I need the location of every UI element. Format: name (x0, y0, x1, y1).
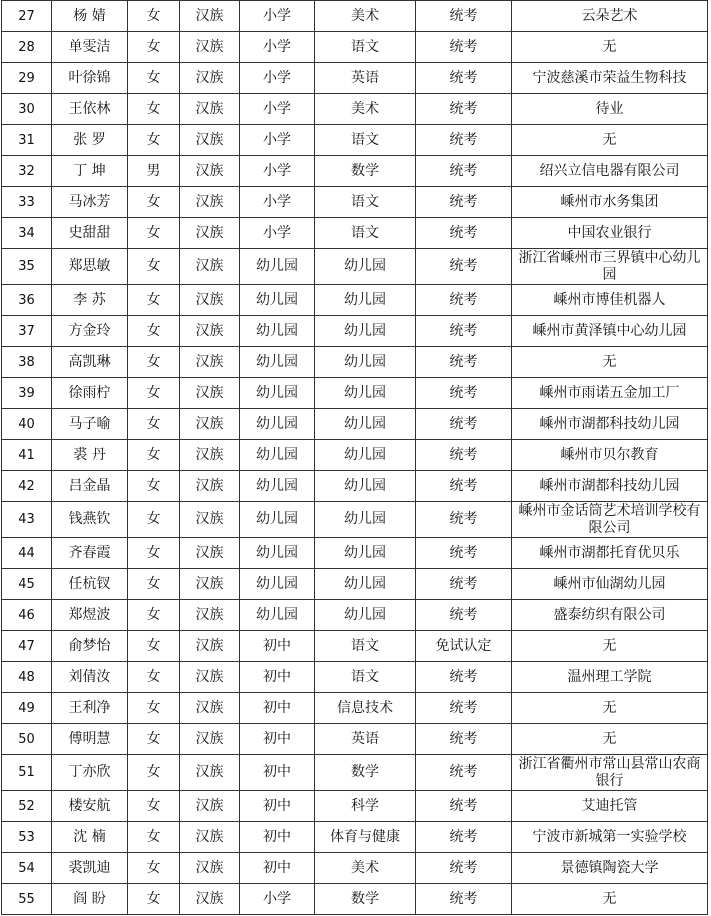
cell-name: 俞梦怡 (52, 631, 128, 662)
cell-name: 裘凯迪 (52, 853, 128, 884)
cell-exam-type: 统考 (416, 569, 512, 600)
cell-name: 李 苏 (52, 285, 128, 316)
cell-ethnicity: 汉族 (180, 853, 240, 884)
cell-name: 吕金晶 (52, 471, 128, 502)
cell-school-level: 幼儿园 (240, 502, 315, 538)
cell-subject: 幼儿园 (315, 249, 416, 285)
cell-subject: 幼儿园 (315, 316, 416, 347)
table-row (2, 538, 708, 569)
cell-school-level: 幼儿园 (240, 378, 315, 409)
cell-school-level: 小学 (240, 32, 315, 63)
cell-row-number: 29 (2, 63, 52, 94)
cell-gender: 女 (128, 569, 180, 600)
cell-school-level: 幼儿园 (240, 440, 315, 471)
cell-subject: 数学 (315, 884, 416, 915)
table-row (2, 156, 708, 187)
cell-school-level: 幼儿园 (240, 249, 315, 285)
cell-subject: 科学 (315, 791, 416, 822)
cell-gender: 女 (128, 853, 180, 884)
cell-ethnicity: 汉族 (180, 440, 240, 471)
cell-subject: 美术 (315, 1, 416, 32)
cell-name: 马冰芳 (52, 187, 128, 218)
cell-row-number: 52 (2, 791, 52, 822)
cell-subject: 幼儿园 (315, 538, 416, 569)
cell-subject: 数学 (315, 156, 416, 187)
cell-organization: 中国农业银行 (512, 218, 708, 249)
cell-ethnicity: 汉族 (180, 249, 240, 285)
cell-row-number: 54 (2, 853, 52, 884)
cell-organization: 无 (512, 125, 708, 156)
table-row (2, 755, 708, 791)
cell-ethnicity: 汉族 (180, 822, 240, 853)
cell-exam-type: 统考 (416, 884, 512, 915)
cell-row-number: 39 (2, 378, 52, 409)
cell-school-level: 初中 (240, 724, 315, 755)
cell-gender: 女 (128, 693, 180, 724)
cell-subject: 幼儿园 (315, 600, 416, 631)
table-row (2, 600, 708, 631)
cell-school-level: 幼儿园 (240, 409, 315, 440)
cell-gender: 女 (128, 218, 180, 249)
cell-name: 方金玲 (52, 316, 128, 347)
table-body (2, 1, 708, 915)
cell-school-level: 幼儿园 (240, 471, 315, 502)
cell-exam-type: 统考 (416, 409, 512, 440)
cell-ethnicity: 汉族 (180, 724, 240, 755)
table-row (2, 94, 708, 125)
cell-organization: 无 (512, 631, 708, 662)
table-row (2, 631, 708, 662)
cell-gender: 女 (128, 63, 180, 94)
cell-organization: 嵊州市贝尔教育 (512, 440, 708, 471)
cell-school-level: 初中 (240, 662, 315, 693)
cell-gender: 女 (128, 409, 180, 440)
cell-organization: 云朵艺术 (512, 1, 708, 32)
table-row (2, 187, 708, 218)
cell-row-number: 43 (2, 502, 52, 538)
cell-subject: 数学 (315, 755, 416, 791)
cell-organization: 嵊州市金话筒艺术培训学校有限公司 (512, 502, 708, 538)
cell-row-number: 30 (2, 94, 52, 125)
cell-exam-type: 统考 (416, 600, 512, 631)
cell-row-number: 33 (2, 187, 52, 218)
cell-gender: 女 (128, 822, 180, 853)
cell-organization: 无 (512, 724, 708, 755)
cell-organization: 宁波市新城第一实验学校 (512, 822, 708, 853)
cell-subject: 语文 (315, 125, 416, 156)
cell-subject: 幼儿园 (315, 502, 416, 538)
cell-ethnicity: 汉族 (180, 471, 240, 502)
cell-subject: 体育与健康 (315, 822, 416, 853)
cell-row-number: 51 (2, 755, 52, 791)
cell-row-number: 46 (2, 600, 52, 631)
table-row (2, 32, 708, 63)
cell-name: 王利净 (52, 693, 128, 724)
cell-organization: 嵊州市湖都科技幼儿园 (512, 409, 708, 440)
cell-name: 郑思敏 (52, 249, 128, 285)
cell-organization: 待业 (512, 94, 708, 125)
cell-ethnicity: 汉族 (180, 218, 240, 249)
cell-exam-type: 统考 (416, 156, 512, 187)
table-row (2, 693, 708, 724)
cell-ethnicity: 汉族 (180, 32, 240, 63)
cell-exam-type: 统考 (416, 538, 512, 569)
cell-row-number: 49 (2, 693, 52, 724)
cell-gender: 女 (128, 32, 180, 63)
cell-subject: 语文 (315, 32, 416, 63)
cell-subject: 幼儿园 (315, 569, 416, 600)
cell-gender: 女 (128, 94, 180, 125)
table-row (2, 409, 708, 440)
cell-row-number: 47 (2, 631, 52, 662)
cell-row-number: 41 (2, 440, 52, 471)
cell-school-level: 初中 (240, 853, 315, 884)
cell-name: 郑煜波 (52, 600, 128, 631)
cell-subject: 幼儿园 (315, 378, 416, 409)
cell-school-level: 初中 (240, 755, 315, 791)
cell-exam-type: 统考 (416, 316, 512, 347)
cell-organization: 无 (512, 884, 708, 915)
cell-name: 钱燕钦 (52, 502, 128, 538)
cell-exam-type: 统考 (416, 662, 512, 693)
table-row (2, 822, 708, 853)
cell-organization: 浙江省嵊州市三界镇中心幼儿园 (512, 249, 708, 285)
cell-ethnicity: 汉族 (180, 409, 240, 440)
cell-ethnicity: 汉族 (180, 285, 240, 316)
cell-exam-type: 统考 (416, 440, 512, 471)
cell-exam-type: 统考 (416, 853, 512, 884)
cell-organization: 嵊州市湖都科技幼儿园 (512, 471, 708, 502)
cell-row-number: 40 (2, 409, 52, 440)
cell-ethnicity: 汉族 (180, 569, 240, 600)
cell-subject: 英语 (315, 63, 416, 94)
cell-subject: 语文 (315, 187, 416, 218)
cell-organization: 无 (512, 693, 708, 724)
cell-exam-type: 统考 (416, 693, 512, 724)
cell-name: 徐雨柠 (52, 378, 128, 409)
cell-name: 马子喻 (52, 409, 128, 440)
table-row (2, 724, 708, 755)
cell-exam-type: 统考 (416, 94, 512, 125)
cell-row-number: 35 (2, 249, 52, 285)
cell-organization: 温州理工学院 (512, 662, 708, 693)
table-row (2, 378, 708, 409)
cell-subject: 英语 (315, 724, 416, 755)
cell-organization: 嵊州市水务集团 (512, 187, 708, 218)
cell-row-number: 38 (2, 347, 52, 378)
table-row (2, 884, 708, 915)
cell-gender: 女 (128, 316, 180, 347)
cell-organization: 艾迪托管 (512, 791, 708, 822)
cell-exam-type: 统考 (416, 755, 512, 791)
cell-ethnicity: 汉族 (180, 884, 240, 915)
cell-name: 傅明慧 (52, 724, 128, 755)
table-row (2, 125, 708, 156)
table-row (2, 347, 708, 378)
cell-gender: 女 (128, 187, 180, 218)
cell-name: 楼安航 (52, 791, 128, 822)
cell-organization: 景德镇陶瓷大学 (512, 853, 708, 884)
cell-gender: 女 (128, 538, 180, 569)
cell-gender: 女 (128, 378, 180, 409)
cell-school-level: 初中 (240, 791, 315, 822)
cell-name: 刘倩汝 (52, 662, 128, 693)
cell-name: 杨 婧 (52, 1, 128, 32)
cell-exam-type: 统考 (416, 63, 512, 94)
cell-exam-type: 统考 (416, 471, 512, 502)
table-row (2, 502, 708, 538)
table-row (2, 440, 708, 471)
cell-row-number: 48 (2, 662, 52, 693)
cell-school-level: 幼儿园 (240, 538, 315, 569)
cell-ethnicity: 汉族 (180, 693, 240, 724)
cell-row-number: 42 (2, 471, 52, 502)
cell-gender: 女 (128, 662, 180, 693)
cell-name: 丁亦欣 (52, 755, 128, 791)
cell-subject: 幼儿园 (315, 440, 416, 471)
table-row (2, 249, 708, 285)
cell-row-number: 55 (2, 884, 52, 915)
cell-school-level: 小学 (240, 125, 315, 156)
cell-ethnicity: 汉族 (180, 538, 240, 569)
cell-row-number: 36 (2, 285, 52, 316)
cell-exam-type: 统考 (416, 502, 512, 538)
cell-row-number: 45 (2, 569, 52, 600)
cell-subject: 幼儿园 (315, 409, 416, 440)
cell-exam-type: 统考 (416, 187, 512, 218)
cell-gender: 女 (128, 755, 180, 791)
cell-school-level: 小学 (240, 884, 315, 915)
cell-school-level: 幼儿园 (240, 569, 315, 600)
cell-school-level: 幼儿园 (240, 600, 315, 631)
cell-ethnicity: 汉族 (180, 63, 240, 94)
table-row (2, 662, 708, 693)
table-row (2, 471, 708, 502)
cell-subject: 语文 (315, 631, 416, 662)
cell-subject: 语文 (315, 662, 416, 693)
cell-gender: 女 (128, 249, 180, 285)
cell-gender: 女 (128, 440, 180, 471)
cell-exam-type: 统考 (416, 724, 512, 755)
cell-ethnicity: 汉族 (180, 1, 240, 32)
cell-ethnicity: 汉族 (180, 791, 240, 822)
cell-subject: 幼儿园 (315, 285, 416, 316)
cell-exam-type: 统考 (416, 791, 512, 822)
cell-organization: 盛泰纺织有限公司 (512, 600, 708, 631)
cell-row-number: 34 (2, 218, 52, 249)
cell-organization: 浙江省衢州市常山县常山农商银行 (512, 755, 708, 791)
cell-name: 沈 楠 (52, 822, 128, 853)
cell-row-number: 50 (2, 724, 52, 755)
cell-exam-type: 统考 (416, 822, 512, 853)
cell-gender: 女 (128, 724, 180, 755)
cell-organization: 嵊州市湖都托育优贝乐 (512, 538, 708, 569)
table-row (2, 569, 708, 600)
table-row (2, 853, 708, 884)
cell-subject: 幼儿园 (315, 347, 416, 378)
cell-name: 丁 坤 (52, 156, 128, 187)
cell-gender: 女 (128, 600, 180, 631)
cell-ethnicity: 汉族 (180, 502, 240, 538)
cell-exam-type: 统考 (416, 347, 512, 378)
cell-subject: 美术 (315, 853, 416, 884)
cell-ethnicity: 汉族 (180, 156, 240, 187)
cell-name: 张 罗 (52, 125, 128, 156)
cell-organization: 嵊州市博佳机器人 (512, 285, 708, 316)
cell-row-number: 53 (2, 822, 52, 853)
cell-name: 王依林 (52, 94, 128, 125)
cell-row-number: 27 (2, 1, 52, 32)
registration-table (1, 0, 708, 915)
cell-name: 齐春霞 (52, 538, 128, 569)
cell-exam-type: 统考 (416, 378, 512, 409)
cell-subject: 信息技术 (315, 693, 416, 724)
cell-school-level: 小学 (240, 187, 315, 218)
cell-exam-type: 统考 (416, 32, 512, 63)
cell-school-level: 小学 (240, 1, 315, 32)
cell-name: 单雯洁 (52, 32, 128, 63)
cell-organization: 宁波慈溪市荣益生物科技 (512, 63, 708, 94)
cell-subject: 幼儿园 (315, 471, 416, 502)
cell-ethnicity: 汉族 (180, 600, 240, 631)
cell-organization: 绍兴立信电器有限公司 (512, 156, 708, 187)
cell-ethnicity: 汉族 (180, 378, 240, 409)
table-row (2, 63, 708, 94)
cell-exam-type: 统考 (416, 285, 512, 316)
cell-gender: 女 (128, 125, 180, 156)
cell-gender: 女 (128, 471, 180, 502)
cell-gender: 女 (128, 791, 180, 822)
cell-gender: 女 (128, 285, 180, 316)
cell-gender: 女 (128, 347, 180, 378)
cell-gender: 女 (128, 631, 180, 662)
cell-name: 裘 丹 (52, 440, 128, 471)
cell-gender: 男 (128, 156, 180, 187)
cell-school-level: 小学 (240, 63, 315, 94)
cell-gender: 女 (128, 884, 180, 915)
cell-ethnicity: 汉族 (180, 94, 240, 125)
cell-ethnicity: 汉族 (180, 631, 240, 662)
cell-row-number: 28 (2, 32, 52, 63)
cell-organization: 无 (512, 347, 708, 378)
cell-ethnicity: 汉族 (180, 316, 240, 347)
cell-name: 阎 盼 (52, 884, 128, 915)
cell-ethnicity: 汉族 (180, 755, 240, 791)
cell-school-level: 幼儿园 (240, 316, 315, 347)
cell-row-number: 32 (2, 156, 52, 187)
cell-gender: 女 (128, 1, 180, 32)
table-row (2, 1, 708, 32)
cell-organization: 嵊州市黄泽镇中心幼儿园 (512, 316, 708, 347)
cell-row-number: 37 (2, 316, 52, 347)
cell-subject: 美术 (315, 94, 416, 125)
cell-row-number: 44 (2, 538, 52, 569)
cell-exam-type: 免试认定 (416, 631, 512, 662)
cell-name: 史甜甜 (52, 218, 128, 249)
cell-ethnicity: 汉族 (180, 125, 240, 156)
cell-school-level: 幼儿园 (240, 347, 315, 378)
cell-school-level: 初中 (240, 693, 315, 724)
cell-name: 任杭钗 (52, 569, 128, 600)
cell-school-level: 初中 (240, 822, 315, 853)
table-row (2, 285, 708, 316)
cell-organization: 嵊州市仙湖幼儿园 (512, 569, 708, 600)
cell-school-level: 幼儿园 (240, 285, 315, 316)
cell-school-level: 初中 (240, 631, 315, 662)
table-row (2, 316, 708, 347)
cell-subject: 语文 (315, 218, 416, 249)
cell-exam-type: 统考 (416, 1, 512, 32)
cell-organization: 嵊州市雨诺五金加工厂 (512, 378, 708, 409)
cell-organization: 无 (512, 32, 708, 63)
cell-ethnicity: 汉族 (180, 662, 240, 693)
cell-row-number: 31 (2, 125, 52, 156)
cell-exam-type: 统考 (416, 125, 512, 156)
cell-school-level: 小学 (240, 218, 315, 249)
table-row (2, 218, 708, 249)
cell-name: 叶徐锦 (52, 63, 128, 94)
cell-ethnicity: 汉族 (180, 347, 240, 378)
cell-school-level: 小学 (240, 94, 315, 125)
cell-school-level: 小学 (240, 156, 315, 187)
cell-exam-type: 统考 (416, 218, 512, 249)
table-row (2, 791, 708, 822)
cell-name: 高凯琳 (52, 347, 128, 378)
cell-ethnicity: 汉族 (180, 187, 240, 218)
cell-exam-type: 统考 (416, 249, 512, 285)
cell-gender: 女 (128, 502, 180, 538)
